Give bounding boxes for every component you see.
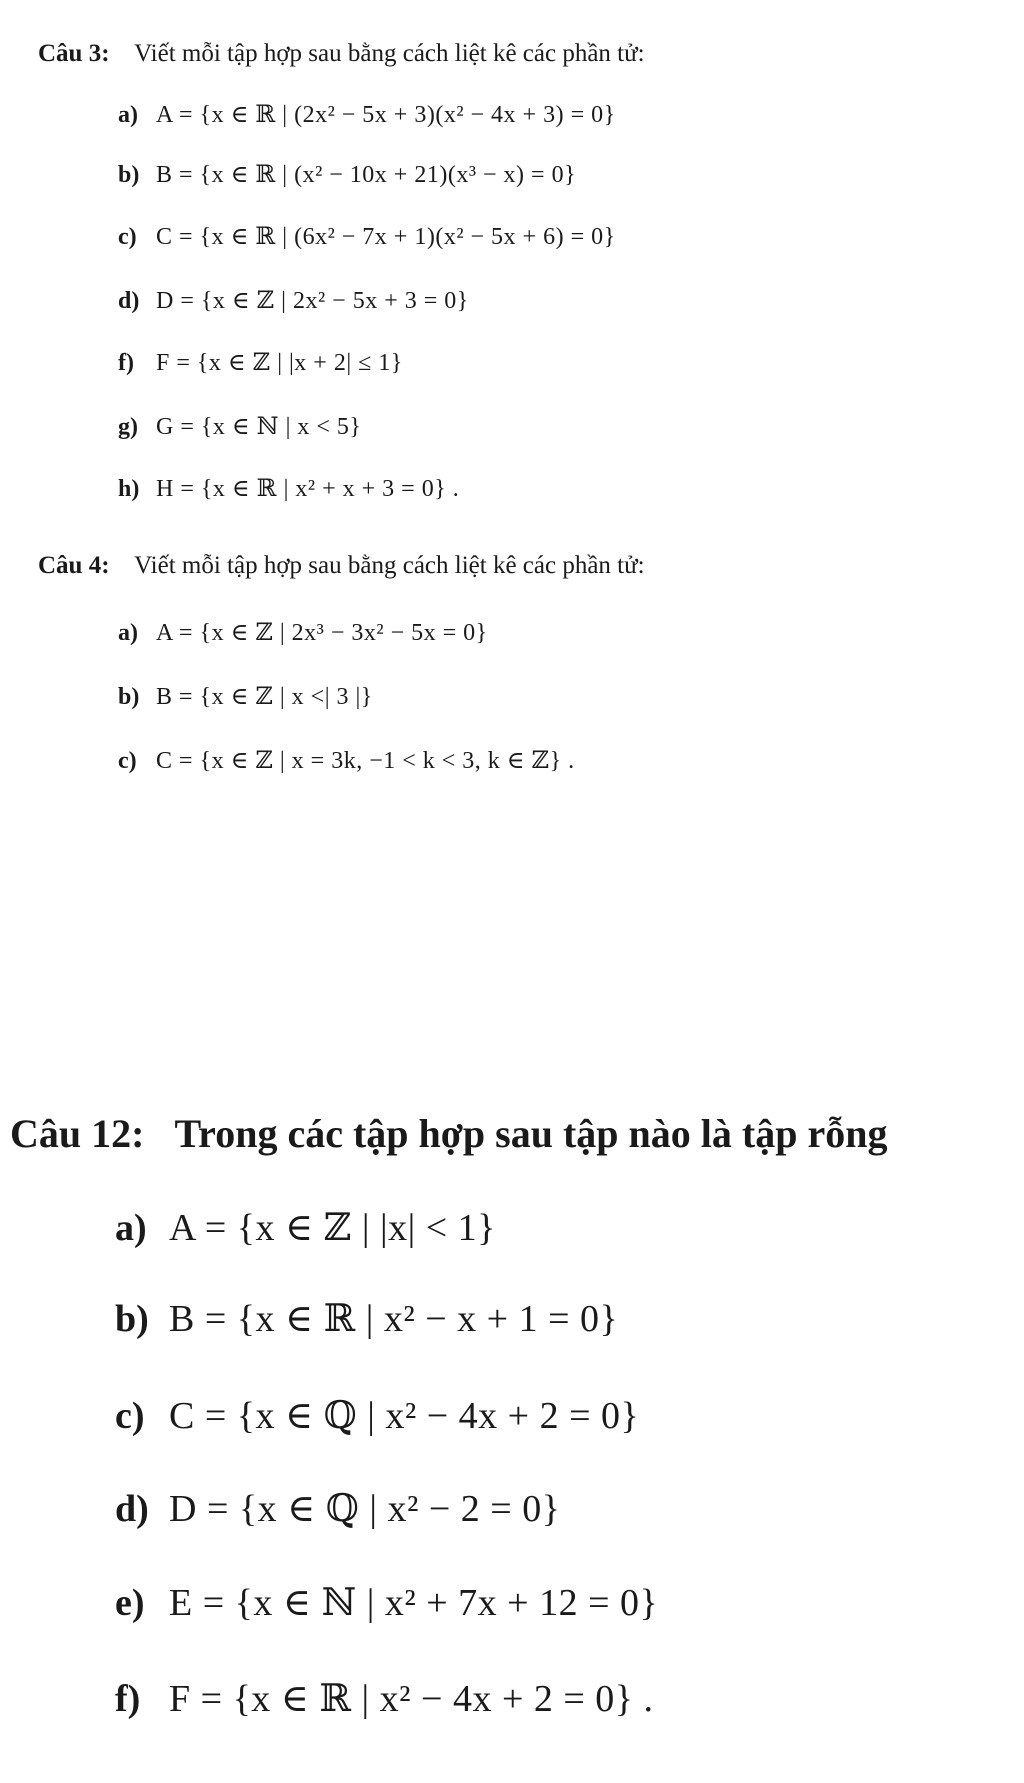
- q3-item-b: [118, 160, 576, 189]
- q3-item-expression: C = {x ∈ ℝ | (6x² − 7x + 1)(x² − 5x + 6) = 0}: [156, 224, 616, 250]
- q4-item-c: [118, 746, 575, 775]
- q3-item-expression: B = {x ∈ ℝ | (x² − 10x + 21)(x³ − x) = 0}: [156, 162, 577, 188]
- q12-item-a: [115, 1205, 496, 1250]
- q12-item-d: [115, 1486, 560, 1531]
- q12-item-expression: F = {x ∈ ℝ | x² − 4x + 2 = 0} .: [169, 1678, 654, 1720]
- q4-item-expression: C = {x ∈ ℤ | x = 3k, −1 < k < 3, k ∈ ℤ} .: [156, 748, 575, 774]
- question-3-number: Câu 3:: [38, 40, 110, 67]
- q12-item-expression: A = {x ∈ ℤ | |x| < 1}: [169, 1207, 496, 1249]
- q3-item-f: [118, 348, 403, 377]
- q4-item-a: [118, 618, 488, 647]
- q3-item-label: d): [118, 288, 140, 314]
- q3-item-expression: A = {x ∈ ℝ | (2x² − 5x + 3)(x² − 4x + 3) = 0}: [156, 102, 616, 128]
- q3-item-a: [118, 100, 616, 129]
- q12-item-label: e): [115, 1582, 145, 1624]
- question-4-number: Câu 4:: [38, 552, 110, 579]
- q4-item-expression: B = {x ∈ ℤ | x <| 3 |}: [156, 684, 373, 710]
- q12-item-expression: C = {x ∈ ℚ | x² − 4x + 2 = 0}: [169, 1395, 640, 1437]
- q4-item-label: b): [118, 684, 140, 710]
- q12-item-label: f): [115, 1678, 141, 1720]
- q3-item-d: [118, 286, 469, 315]
- q3-item-label: b): [118, 162, 140, 188]
- q3-item-expression: G = {x ∈ ℕ | x < 5}: [156, 414, 362, 440]
- q3-item-label: c): [118, 224, 137, 250]
- question-12-prompt: Trong các tập hợp sau tập nào là tập rỗng: [174, 1111, 888, 1156]
- q12-item-f: [115, 1676, 654, 1721]
- question-4-title: [38, 552, 645, 580]
- question-3-prompt: Viết mỗi tập hợp sau bằng cách liệt kê các phần tử:: [134, 40, 645, 67]
- q3-item-h: [118, 474, 459, 503]
- q12-item-b: [115, 1296, 618, 1341]
- q3-item-expression: F = {x ∈ ℤ | |x + 2| ≤ 1}: [156, 350, 403, 376]
- q12-item-expression: D = {x ∈ ℚ | x² − 2 = 0}: [169, 1488, 561, 1530]
- question-4-prompt: Viết mỗi tập hợp sau bằng cách liệt kê các phần tử:: [134, 552, 645, 579]
- question-12-title: [10, 1110, 887, 1157]
- q4-item-label: a): [118, 620, 138, 646]
- q3-item-label: f): [118, 350, 134, 376]
- q12-item-label: a): [115, 1207, 147, 1249]
- q4-item-b: [118, 682, 373, 711]
- q3-item-label: g): [118, 414, 138, 440]
- q3-item-label: a): [118, 102, 138, 128]
- q12-item-e: [115, 1580, 658, 1625]
- q12-item-expression: B = {x ∈ ℝ | x² − x + 1 = 0}: [169, 1298, 619, 1340]
- q12-item-label: d): [115, 1488, 149, 1530]
- q12-item-c: [115, 1393, 639, 1438]
- question-12-number: Câu 12:: [10, 1111, 145, 1156]
- q12-item-label: b): [115, 1298, 149, 1340]
- q3-item-c: [118, 222, 616, 251]
- q4-item-label: c): [118, 748, 137, 774]
- question-3-title: [38, 40, 645, 68]
- q4-item-expression: A = {x ∈ ℤ | 2x³ − 3x² − 5x = 0}: [156, 620, 488, 646]
- q12-item-label: c): [115, 1395, 145, 1437]
- q12-item-expression: E = {x ∈ ℕ | x² + 7x + 12 = 0}: [169, 1582, 659, 1624]
- q3-item-label: h): [118, 476, 140, 502]
- q3-item-expression: D = {x ∈ ℤ | 2x² − 5x + 3 = 0}: [156, 288, 469, 314]
- q3-item-g: [118, 412, 361, 441]
- q3-item-expression: H = {x ∈ ℝ | x² + x + 3 = 0} .: [156, 476, 460, 502]
